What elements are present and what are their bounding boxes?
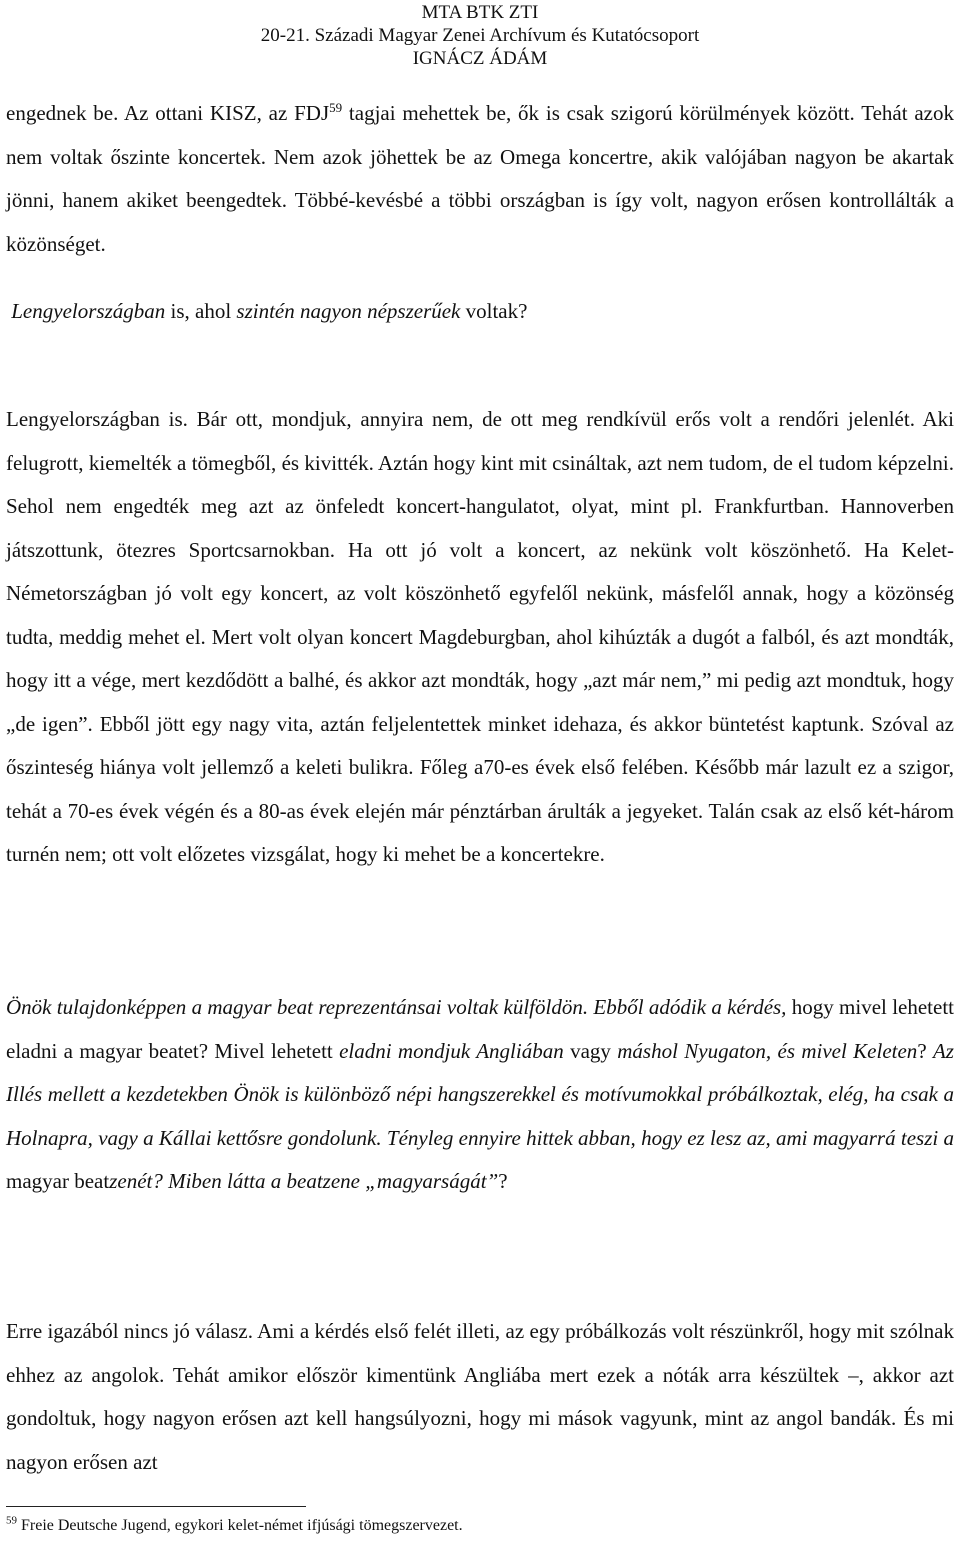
question-2-s10: ? — [498, 1169, 508, 1193]
question-2-s2: hogy mivel lehetett eladni a magyar beatet? Mivel lehetett — [6, 995, 954, 1063]
footnote — [6, 1515, 954, 1537]
interview-answer-1: Lengyelországban is. Bár ott, mondjuk, annyira nem, de ott meg rendkívül erős volt a rendőri jelenlét. Aki felugrott, kiemelték a tömegből, és kivitték. Aztán hogy kint mit csináltak, azt nem tudom, de el tudom képzelni. Sehol nem engedték meg azt az önfeledt koncert-hangulatot, olyat, mint pl. Frankfurtban. Hannoverben játszottunk, ötezres Sportcsarnokban. Ha ott jó volt a koncert, az nekünk volt köszönhető. Ha Kelet-Németországban jó volt egy koncert, az volt köszönhető egyfelől nekünk, másfelől annak, hogy a közönség tudta, meddig mehet el. Mert volt olyan koncert Magdeburgban, ahol kihúzták a dugót a falból, és azt mondták, hogy itt a vége, mert kezdődött a balhé, és akkor azt mondták, hogy „azt már nem,” mi pedig azt mondtuk, hogy „de igen”. Ebből jött egy nagy vita, aztán feljelentettek minket idehaza, és akkor büntetést kaptunk. Szóval az őszinteség hiánya volt jellemző a keleti bulikra. Főleg a70-es évek első felében. Később már lazult ez a szigor, tehát a 70-es évek végén és a 80-as évek elején már pénztárban árulták a jegyeket. Talán csak az első két-három turnén nem; ott volt előzetes vizsgálat, hogy ki mehet be a koncertekre. — [6, 407, 954, 866]
question-2-s9: zenét? Miben látta a beatzene „magyarságát” — [109, 1169, 499, 1193]
question-2-s5: máshol Nyugaton, és mivel Keleten — [617, 1038, 918, 1063]
question-2-s7: Az Illés mellett a kezdetekben Önök is különböző népi hangszerekkel és motívumokkal próbálkoztak, elég, ha csak a Holnapra, vagy a Kállai kettősre gondolunk. Tényleg ennyire hittek abban, hogy ez lesz az, ami magyarrá teszi a — [6, 1038, 954, 1150]
footnote-number: 59 — [6, 1514, 17, 1527]
question-1-italic-c: szintén nagyon népszerűek — [236, 299, 461, 323]
question-2-s3: eladni mondjuk Angliában — [339, 1038, 564, 1063]
header-archive: 20-21. Századi Magyar Zenei Archívum és Kutatócsoport — [260, 25, 700, 46]
paragraph-answer-continued — [6, 92, 954, 266]
question-2-s8: magyar beat — [6, 1169, 110, 1193]
question-2-s6: ? — [917, 1038, 933, 1063]
page-header — [0, 0, 960, 70]
header-author: IGNÁCZ ÁDÁM — [412, 48, 548, 69]
header-institution: MTA BTK ZTI — [421, 2, 539, 23]
question-1-italic-a: Lengyelországban — [11, 299, 166, 323]
question-1-plain-d: voltak? — [460, 299, 528, 323]
question-2-s4: vagy — [563, 1038, 618, 1063]
interview-question-1 — [6, 290, 954, 334]
footnote-separator — [6, 1506, 306, 1507]
paragraph-text-part1: engednek be. Az ottani KISZ, az FDJ — [6, 101, 330, 125]
footnote-text: Freie Deutsche Jugend, egykori kelet-német ifjúsági tömegszervezet. — [17, 1517, 463, 1534]
interview-answer-2: Erre igazából nincs jó válasz. Ami a kérdés első felét illeti, az egy próbálkozás volt részünkről, hogy mit szólnak ehhez az angolok. Tehát amikor először kimentünk Angliába mert ezek a nóták arra készültek –, akkor azt gondoltuk, hogy nagyon erősen azt kell hangsúlyozni, hogy mi mások vagyunk, mint az angol bandák. És mi nagyon erősen azt — [6, 1319, 954, 1474]
interview-question-2 — [6, 986, 954, 1204]
footnote-reference: 59 — [329, 100, 343, 115]
question-1-plain-b: is, ahol — [165, 299, 237, 323]
question-2-s1: Önök tulajdonképpen a magyar beat reprezentánsai voltak külföldön. Ebből adódik a kérdés, — [6, 995, 787, 1019]
paragraph-text-part2: tagjai mehettek be, ők is csak szigorú körülmények között. Tehát azok nem voltak őszinte koncertek. Nem azok jöhettek be az Omega koncertre, akik valójában nagyon be akartak jönni, hanem akiket beengedtek. Többé-kevésbé a többi országban is így volt, nagyon erősen kontrollálták a közönséget. — [6, 101, 954, 256]
